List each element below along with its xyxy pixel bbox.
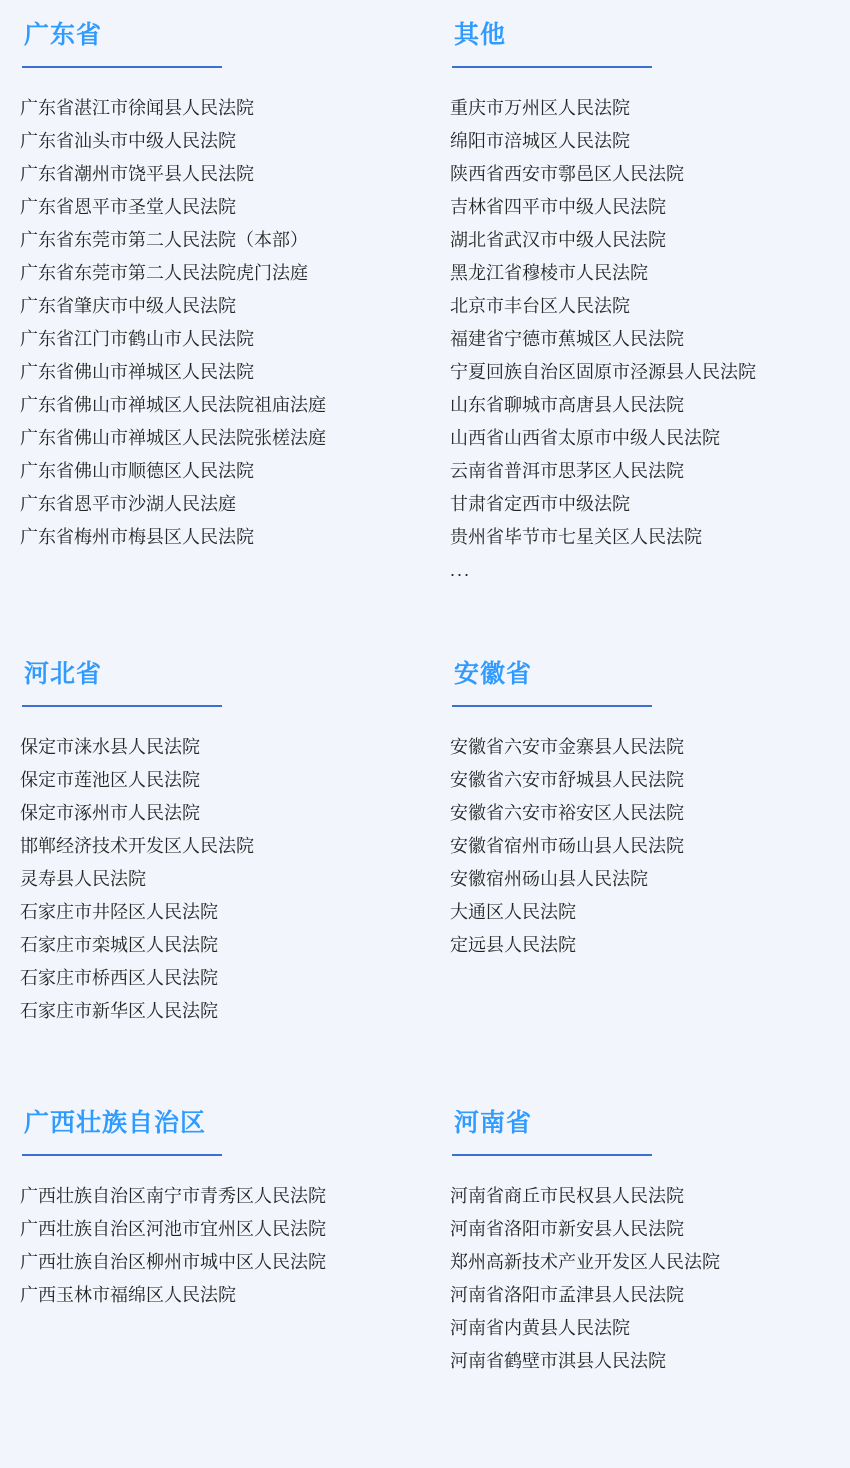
list-item: 河南省商丘市民权县人民法院 <box>450 1186 684 1206</box>
list-item: 广东省汕头市中级人民法院 <box>20 131 236 151</box>
list-item: 河南省内黄县人民法院 <box>450 1318 630 1338</box>
section-hebei <box>0 657 425 1028</box>
list-item: 陕西省西安市鄠邑区人民法院 <box>450 164 684 184</box>
court-list <box>20 1180 415 1312</box>
list-item: 灵寿县人民法院 <box>20 869 146 889</box>
list-item: 北京市丰台区人民法院 <box>450 296 630 316</box>
list-item: 湖北省武汉市中级人民法院 <box>450 230 666 250</box>
section-title: 河南省 <box>454 1109 533 1137</box>
list-item: 广东省梅州市梅县区人民法院 <box>20 527 254 547</box>
list-item: 石家庄市栾城区人民法院 <box>20 935 218 955</box>
court-list <box>450 1180 840 1378</box>
list-item: 安徽宿州砀山县人民法院 <box>450 869 648 889</box>
list-item: 河南省洛阳市新安县人民法院 <box>450 1219 684 1239</box>
list-item: 安徽省六安市裕安区人民法院 <box>450 803 684 823</box>
list-item: 绵阳市涪城区人民法院 <box>450 131 630 151</box>
list-item: 宁夏回族自治区固原市泾源县人民法院 <box>450 362 756 382</box>
court-list <box>20 731 415 1028</box>
title-underline <box>22 1154 222 1156</box>
title-underline <box>452 66 652 68</box>
list-item: 安徽省宿州市砀山县人民法院 <box>450 836 684 856</box>
section-title: 安徽省 <box>454 660 533 688</box>
list-item-ellipsis: ... <box>450 560 472 580</box>
section-anhui <box>425 657 850 1028</box>
list-item: 广东省江门市鹤山市人民法院 <box>20 329 254 349</box>
title-underline <box>22 705 222 707</box>
section-guangdong <box>0 18 425 587</box>
list-item: 广西壮族自治区南宁市青秀区人民法院 <box>20 1186 326 1206</box>
list-item: 保定市涞水县人民法院 <box>20 737 200 757</box>
list-item: 广西壮族自治区河池市宜州区人民法院 <box>20 1219 326 1239</box>
list-item: 山西省山西省太原市中级人民法院 <box>450 428 720 448</box>
list-item: 广东省佛山市禅城区人民法院祖庙法庭 <box>20 395 326 415</box>
list-item: 广东省佛山市顺德区人民法院 <box>20 461 254 481</box>
list-item: 广西玉林市福绵区人民法院 <box>20 1285 236 1305</box>
list-item: 安徽省六安市金寨县人民法院 <box>450 737 684 757</box>
list-item: 大通区人民法院 <box>450 902 576 922</box>
list-item: 广东省肇庆市中级人民法院 <box>20 296 236 316</box>
list-item: 石家庄市井陉区人民法院 <box>20 902 218 922</box>
list-item: 贵州省毕节市七星关区人民法院 <box>450 527 702 547</box>
section-title: 河北省 <box>24 660 103 688</box>
list-item: 广东省佛山市禅城区人民法院 <box>20 362 254 382</box>
list-item: 广东省湛江市徐闻县人民法院 <box>20 98 254 118</box>
list-item: 山东省聊城市高唐县人民法院 <box>450 395 684 415</box>
list-item: 石家庄市新华区人民法院 <box>20 1001 218 1021</box>
list-item: 黑龙江省穆棱市人民法院 <box>450 263 648 283</box>
list-item: 重庆市万州区人民法院 <box>450 98 630 118</box>
section-title: 其他 <box>454 21 507 49</box>
list-item: 保定市莲池区人民法院 <box>20 770 200 790</box>
title-underline <box>452 1154 652 1156</box>
list-item: 石家庄市桥西区人民法院 <box>20 968 218 988</box>
list-item: 广西壮族自治区柳州市城中区人民法院 <box>20 1252 326 1272</box>
list-item: 广东省潮州市饶平县人民法院 <box>20 164 254 184</box>
list-item: 定远县人民法院 <box>450 935 576 955</box>
title-underline <box>452 705 652 707</box>
list-item: 广东省佛山市禅城区人民法院张槎法庭 <box>20 428 326 448</box>
list-item: 甘肃省定西市中级法院 <box>450 494 630 514</box>
title-underline <box>22 66 222 68</box>
section-other <box>425 18 850 587</box>
section-title: 广西壮族自治区 <box>24 1109 207 1137</box>
list-item: 广东省东莞市第二人民法院（本部） <box>20 230 308 250</box>
list-item: 河南省鹤壁市淇县人民法院 <box>450 1351 666 1371</box>
list-item: 郑州高新技术产业开发区人民法院 <box>450 1252 720 1272</box>
list-item: 吉林省四平市中级人民法院 <box>450 197 666 217</box>
list-item: 河南省洛阳市孟津县人民法院 <box>450 1285 684 1305</box>
court-list <box>450 92 840 587</box>
list-item: 广东省恩平市圣堂人民法院 <box>20 197 236 217</box>
section-henan <box>425 1106 850 1378</box>
section-guangxi <box>0 1106 425 1378</box>
list-item: 云南省普洱市思茅区人民法院 <box>450 461 684 481</box>
list-item: 广东省恩平市沙湖人民法庭 <box>20 494 236 514</box>
court-list <box>450 731 840 962</box>
list-item: 保定市涿州市人民法院 <box>20 803 200 823</box>
section-title: 广东省 <box>24 21 103 49</box>
list-item: 广东省东莞市第二人民法院虎门法庭 <box>20 263 308 283</box>
court-list <box>20 92 415 554</box>
list-item: 福建省宁德市蕉城区人民法院 <box>450 329 684 349</box>
list-item: 邯郸经济技术开发区人民法院 <box>20 836 254 856</box>
list-item: 安徽省六安市舒城县人民法院 <box>450 770 684 790</box>
